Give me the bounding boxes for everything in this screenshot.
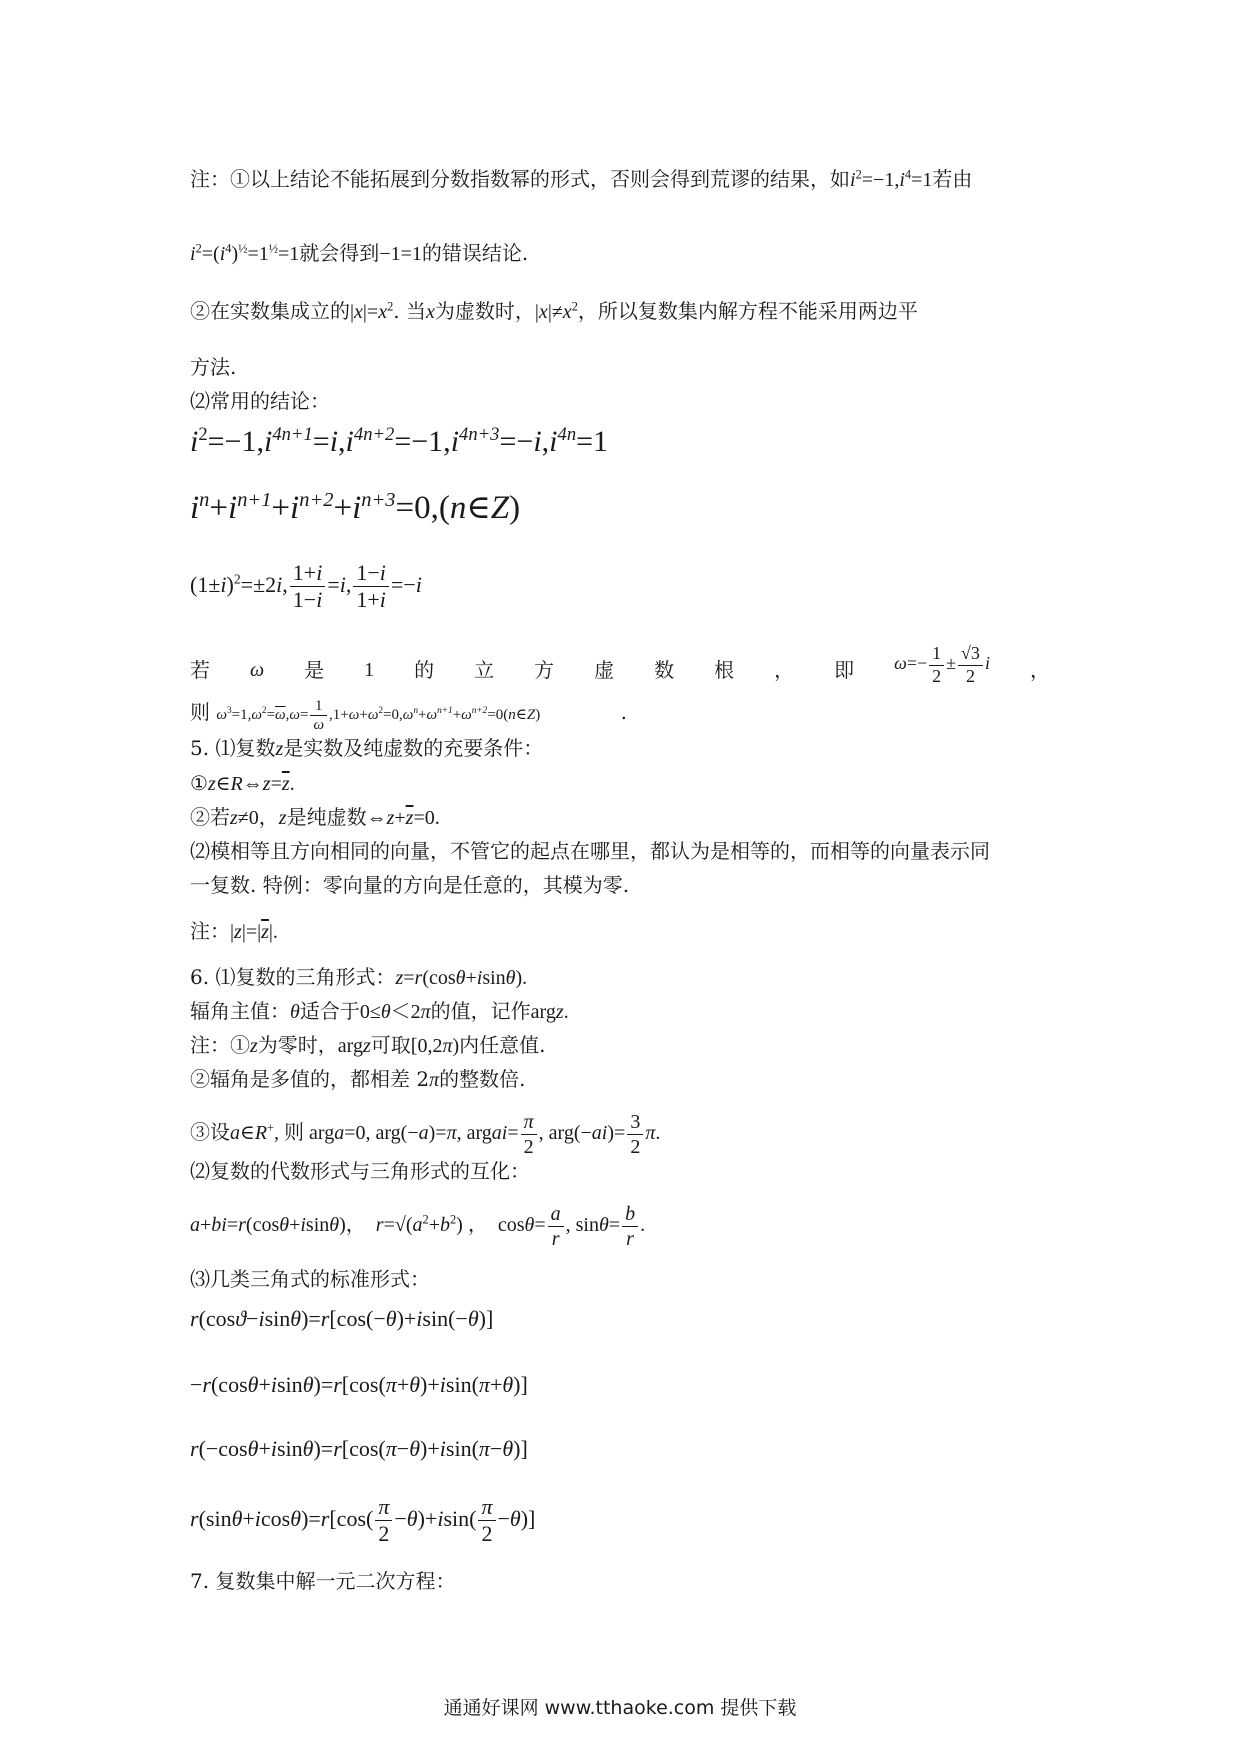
arg-values-formula: a∈R+, 则 arga=0, arg(−a)=π, argai= $\frac{\pi}{2}$ , arg(−ai)= $\frac{3}{2}$ π. xyxy=(230,1111,661,1158)
condition-1-marker: ① xyxy=(190,771,208,795)
omega-properties-line xyxy=(190,697,627,734)
theta-symbol: θ xyxy=(290,1001,300,1023)
section-7-heading: 7. 复数集中解一元二次方程： xyxy=(190,1569,456,1593)
principal-arg-text-a: 辐角主值： xyxy=(190,999,290,1023)
pure-imag-formula: $\Leftrightarrow z+\overline{z}=0$. xyxy=(366,807,440,829)
standard-form-4: r(sinθ+icosθ)=r[cos( $\frac{\pi}{2}$ −θ)+isin( $\frac{\pi}{2}$ −θ)] xyxy=(190,1494,536,1547)
note-1-math: $i^2=-1,i^4=1$ xyxy=(850,167,933,191)
omega-line xyxy=(190,643,1050,687)
arg-note-1-text-b: 为零时， xyxy=(257,1033,338,1057)
omega-text-6: 方 xyxy=(534,658,555,682)
vector-paragraph-2: 一复数. 特例：零向量的方向是任意的，其模为零. xyxy=(190,873,630,897)
conversion-heading: ⑵复数的代数形式与三角形式的互化： xyxy=(190,1159,530,1183)
section-6-heading xyxy=(190,964,527,991)
arg-note-1-text-c: 可取 xyxy=(370,1033,411,1057)
condition-2-text-c: 是纯虚数 xyxy=(286,805,367,829)
trig-form-formula: z=r(cosθ+isinθ). xyxy=(395,967,528,989)
condition-1-line xyxy=(190,770,295,797)
note-1-text: 注：①以上结论不能拓展到分数指数幂的形式，否则会得到荒谬的结果，如 xyxy=(190,167,850,191)
standard-form-1: r(cosϑ−isinθ)=r[cos(−θ)+isin(−θ)] xyxy=(190,1306,494,1331)
omega-text-5: 立 xyxy=(474,658,495,682)
wrong-conclusion-formula: −1=1 xyxy=(379,243,422,265)
note-2-text-d: ，所以复数集内解方程不能采用两边平 xyxy=(577,299,918,323)
omega-text-9: 根 xyxy=(714,658,735,682)
power-counterexample-formula: $i^2=(i^4)^{\frac{1}{2}}=1^{\frac{1}{2}}=1$ xyxy=(190,241,300,265)
footer-credit: 通通好课网 www.tthaoke.com 提供下载 xyxy=(443,1697,797,1719)
condition-2-text-b: ， xyxy=(258,805,279,829)
section-5-heading xyxy=(190,735,543,762)
one-plus-i-formula: $(1\pm i)^2=\pm 2i$, $\frac{1+i}{1-i}$ =i, $\frac{1-i}{1+i}$ =−i xyxy=(190,560,422,613)
interval-formula: [0,2π) xyxy=(410,1035,460,1057)
omega-text-3: 1 xyxy=(364,659,375,681)
standard-forms-heading: ⑶几类三角式的标准形式： xyxy=(190,1267,430,1291)
condition-2-line xyxy=(190,804,440,831)
omega-text-4: 的 xyxy=(414,658,435,682)
note-2-cont: 方法. xyxy=(190,355,237,379)
z-nonzero-formula: z≠0 xyxy=(230,807,259,829)
arg-note-2-line xyxy=(190,1066,525,1093)
omega-value-formula: ω=− $\frac{1}{2}$ ± $\frac{√3}{2}$ i xyxy=(894,643,990,686)
section-5-text-b: 是实数及纯虚数的充要条件： xyxy=(283,736,544,760)
abs-neq-formula: $|x|\ne x^2$ xyxy=(534,299,578,323)
omega-symbol: ω xyxy=(250,659,265,681)
vector-paragraph-1: ⑵模相等且方向相同的向量，不管它的起点在哪里，都认为是相等的，而相等的向量表示同 xyxy=(190,839,990,863)
omega-comma: ， xyxy=(1029,658,1050,682)
arg-note-3-text: ③设 xyxy=(190,1120,230,1145)
omega-text-11: 即 xyxy=(834,658,855,682)
principal-arg-text-c: 的值，记作 xyxy=(430,999,531,1023)
omega-text-2: 是 xyxy=(304,658,325,682)
omega-text-1: 若 xyxy=(190,658,210,682)
var-z-2: z xyxy=(278,807,287,829)
omega-text-10: ， xyxy=(774,658,795,682)
note-1-cont-text: 就会得到 xyxy=(299,241,380,265)
modulus-note-line xyxy=(190,918,278,945)
section-5-text-a: 5. ⑴复数 xyxy=(190,736,276,760)
omega-properties-formula: $\omega^3=1,\omega^2=\overline{\omega},\omega=$ $\frac{1}{\omega}$ $,1+\omega+\omega^2=0,\omega^n+\omega^{n+1}+\omega^{n+2}=0(n\in Z)$ xyxy=(216,698,541,733)
standard-form-2: −r(cosθ+isinθ)=r[cos(π+θ)+isin(π+θ)] xyxy=(190,1372,528,1397)
omega-then-text: 则 xyxy=(190,699,210,724)
var-z-3: z xyxy=(250,1035,258,1057)
period-mark: . xyxy=(620,699,627,724)
note-2-line xyxy=(190,298,918,325)
arg-z-2: argz xyxy=(337,1035,371,1057)
arg-note-2-text-a: ②辐角是多值的，都相差 2 xyxy=(190,1067,430,1091)
pi-symbol: π xyxy=(429,1069,440,1091)
principal-arg-line xyxy=(190,998,569,1025)
standard-form-3: r(−cosθ+isinθ)=r[cos(π−θ)+isin(π−θ)] xyxy=(190,1436,528,1461)
arg-note-2-text-b: 的整数倍. xyxy=(439,1067,526,1091)
arg-note-1-line xyxy=(190,1032,546,1059)
var-x: x xyxy=(426,301,435,323)
condition-2-text-a: ②若 xyxy=(190,805,230,829)
section-common-conclusions: ⑵常用的结论： xyxy=(190,389,330,413)
i-sum-formula: $i^n+i^{n+1}+i^{n+2}+i^{n+3}=0,(n\in Z)$ xyxy=(190,489,521,526)
arg-z-formula: argz. xyxy=(530,1001,569,1023)
var-z: z xyxy=(275,738,284,760)
real-condition-formula: $z\in R\Leftrightarrow z=\overline{z}$. xyxy=(207,773,295,795)
arg-note-1-text-d: 内任意值. xyxy=(459,1033,546,1057)
note-2-text-b: . 当 xyxy=(393,299,427,323)
modulus-note-text: 注： xyxy=(190,919,230,943)
i-powers-formula: $i^2=-1,i^{4n+1}=i,i^{4n+2}=-1,i^{4n+3}=-i,i^{4n}=1$ xyxy=(190,424,609,458)
note-2-text-a: ②在实数集成立的 xyxy=(190,299,350,323)
omega-text-7: 虚 xyxy=(594,658,615,682)
note-1-cont-line xyxy=(190,240,528,267)
conversion-formula: a+bi=r(cosθ+isinθ)， $r=√(a^2+b^2)$ ， cosθ= $\frac{a}{r}$ , sinθ= $\frac{b}{r}$ . xyxy=(190,1203,646,1250)
principal-arg-text-b: 适合于 xyxy=(299,999,360,1023)
section-6-text: 6. ⑴复数的三角形式： xyxy=(190,965,396,989)
note-1-cont-end: 的错误结论. xyxy=(421,241,529,265)
modulus-conj-formula: $|z|=|\overline{z}|$. xyxy=(230,921,278,943)
arg-note-3-line xyxy=(190,1110,660,1159)
theta-range-formula: 0≤θ＜2π xyxy=(359,1001,431,1023)
note-1-end: 若由 xyxy=(932,167,973,191)
omega-text-8: 数 xyxy=(654,658,675,682)
arg-note-1-text-a: 注：① xyxy=(190,1033,250,1057)
abs-square-formula: $|x|=x^2$ xyxy=(350,299,394,323)
note-2-text-c: 为虚数时， xyxy=(434,299,535,323)
note-1-line xyxy=(190,166,972,193)
